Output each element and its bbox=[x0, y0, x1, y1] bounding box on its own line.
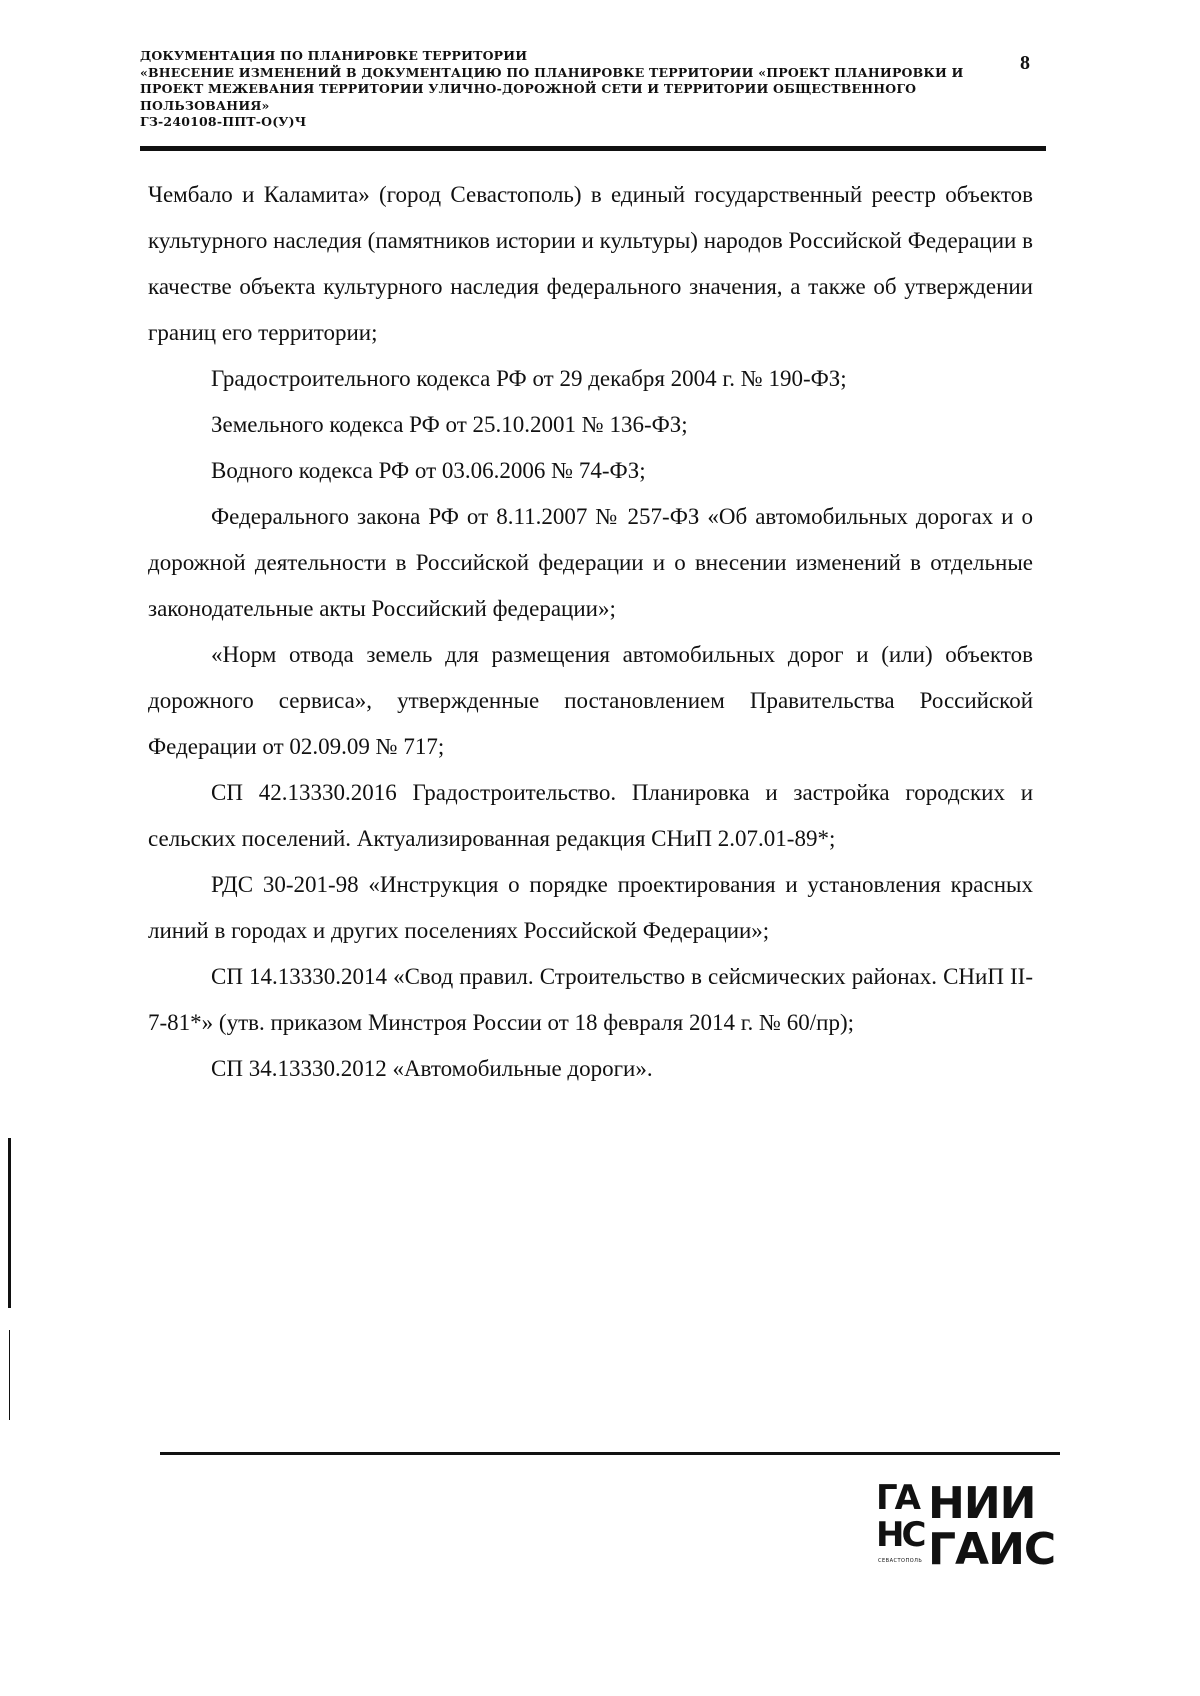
header-line-1: ДОКУМЕНТАЦИЯ ПО ПЛАНИРОВКЕ ТЕРРИТОРИИ bbox=[140, 48, 528, 63]
paragraph-item: СП 42.13330.2016 Градостроительство. Планировка и застройка городских и сельских поселений. Актуализированная редакция СНиП 2.07.01-89*; bbox=[148, 780, 1033, 851]
paragraph-item: Градостроительного кодекса РФ от 29 декабря 2004 г. № 190-ФЗ; bbox=[211, 366, 847, 391]
paragraph-item: Земельного кодекса РФ от 25.10.2001 № 136-ФЗ; bbox=[211, 412, 688, 437]
scan-edge-mark bbox=[8, 1138, 11, 1308]
header-line-3: ПРОЕКТ МЕЖЕВАНИЯ ТЕРРИТОРИИ УЛИЧНО-ДОРОЖНОЙ СЕТИ И ТЕРРИТОРИИ ОБЩЕСТВЕННОГО bbox=[140, 81, 917, 96]
paragraph-item: СП 14.13330.2014 «Свод правил. Строительство в сейсмических районах. СНиП II-7-81*» (утв. приказом Минстроя России от 18 февраля 2014 г. № 60/пр); bbox=[148, 964, 1033, 1035]
logo-word-gais: ГАИС bbox=[928, 1524, 1056, 1575]
header-divider bbox=[140, 146, 1046, 151]
company-logo bbox=[876, 1478, 1056, 1600]
logo-word-nii: НИИ bbox=[928, 1478, 1036, 1529]
scan-edge-mark bbox=[9, 1330, 10, 1420]
logo-emblem-top: ГА bbox=[876, 1478, 918, 1518]
paragraph-item: РДС 30-201-98 «Инструкция о порядке проектирования и установления красных линий в городах и других поселениях Российской Федерации»; bbox=[148, 872, 1033, 943]
logo-emblem-bottom: НС bbox=[876, 1515, 924, 1555]
page-number: 8 bbox=[1020, 52, 1030, 74]
document-code: ГЗ-240108-ППТ-О(У)Ч bbox=[140, 114, 307, 129]
logo-subtitle: СЕВАСТОПОЛЬ bbox=[878, 1558, 923, 1564]
header-line-4: ПОЛЬЗОВАНИЯ» bbox=[140, 97, 270, 113]
paragraph-item: «Норм отвода земель для размещения автомобильных дорог и (или) объектов дорожного сервиса», утвержденные постановлением Правительства Российской Федерации от 02.09.09 № 717; bbox=[148, 642, 1033, 759]
paragraph-item: СП 34.13330.2012 «Автомобильные дороги». bbox=[211, 1056, 653, 1081]
footer-divider bbox=[160, 1452, 1060, 1455]
logo-emblem bbox=[876, 1478, 924, 1555]
paragraph-continuation: Чембало и Каламита» (город Севастополь) в единый государственный реестр объектов культурного наследия (памятников истории и культуры) народов Российской Федерации в качестве объекта культурного наследия федерального значения, а также об утверждении границ его территории; bbox=[148, 182, 1033, 345]
document-header bbox=[140, 48, 1040, 131]
paragraph-item: Федерального закона РФ от 8.11.2007 № 257-ФЗ «Об автомобильных дорогах и о дорожной деятельности в Российской федерации и о внесении изменений в отдельные законодательные акты Российский федерации»; bbox=[148, 504, 1033, 621]
paragraph-item: Водного кодекса РФ от 03.06.2006 № 74-ФЗ; bbox=[211, 458, 646, 483]
document-body bbox=[148, 172, 1033, 1092]
header-line-2: «ВНЕСЕНИЕ ИЗМЕНЕНИЙ В ДОКУМЕНТАЦИЮ ПО ПЛАНИРОВКЕ ТЕРРИТОРИИ «ПРОЕКТ ПЛАНИРОВКИ И bbox=[140, 64, 964, 80]
